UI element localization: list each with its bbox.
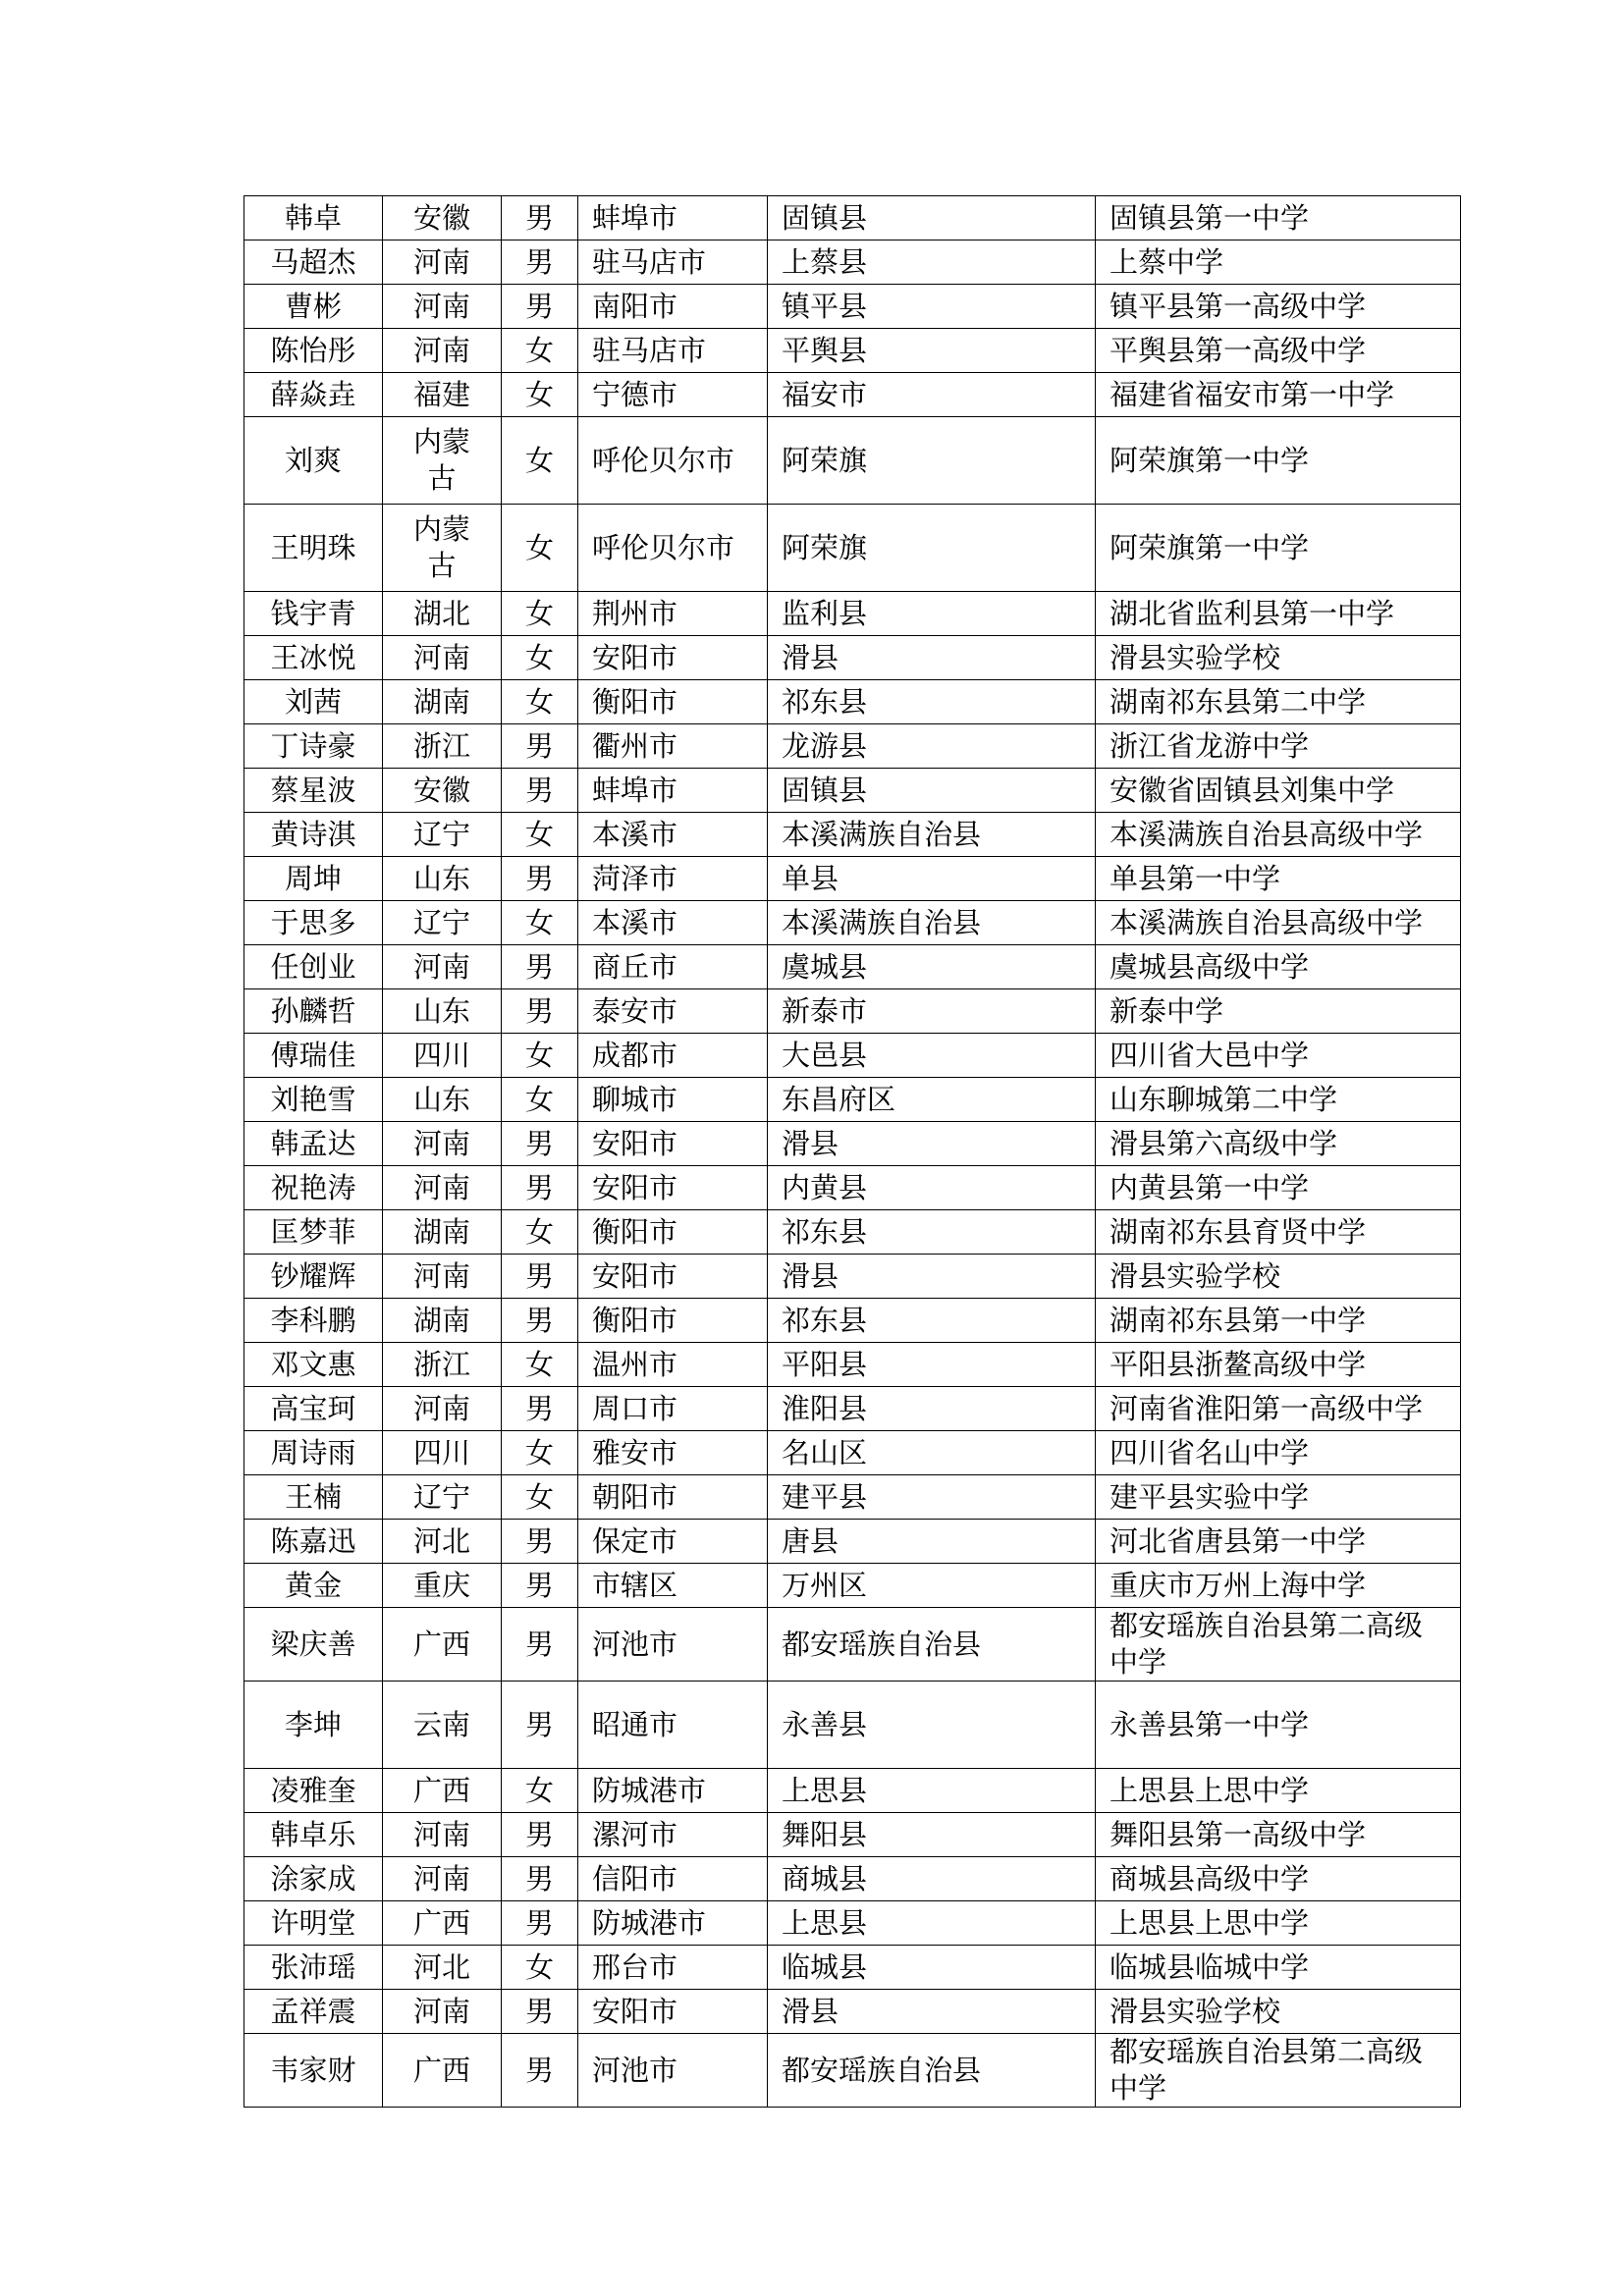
table-row	[244, 592, 1461, 636]
school-cell: 河南省淮阳第一高级中学	[1096, 1387, 1461, 1431]
city-cell: 聊城市	[578, 1078, 768, 1122]
student-name-cell: 陈嘉迅	[244, 1520, 383, 1564]
student-name-cell: 刘爽	[244, 417, 383, 505]
gender-cell: 女	[502, 329, 578, 373]
county-cell: 都安瑶族自治县	[768, 2034, 1096, 2108]
city-cell: 衡阳市	[578, 680, 768, 724]
gender-cell: 女	[502, 1431, 578, 1475]
student-name-cell: 韩卓乐	[244, 1813, 383, 1857]
table-row	[244, 1078, 1461, 1122]
county-cell: 大邑县	[768, 1034, 1096, 1078]
county-cell: 祁东县	[768, 1299, 1096, 1343]
table-row	[244, 813, 1461, 857]
province-cell: 内蒙古	[383, 505, 502, 592]
table-row	[244, 2034, 1461, 2108]
province-cell: 湖南	[383, 1210, 502, 1255]
province-cell: 河南	[383, 1255, 502, 1299]
city-cell: 安阳市	[578, 1166, 768, 1210]
city-cell: 成都市	[578, 1034, 768, 1078]
table-row	[244, 1990, 1461, 2034]
city-cell: 温州市	[578, 1343, 768, 1387]
student-name-cell: 梁庆善	[244, 1608, 383, 1682]
city-cell: 蚌埠市	[578, 196, 768, 240]
school-cell: 滑县第六高级中学	[1096, 1122, 1461, 1166]
province-cell: 辽宁	[383, 813, 502, 857]
student-name-cell: 黄诗淇	[244, 813, 383, 857]
student-name-cell: 丁诗豪	[244, 724, 383, 769]
province-cell: 云南	[383, 1682, 502, 1769]
county-cell: 阿荣旗	[768, 505, 1096, 592]
county-cell: 福安市	[768, 373, 1096, 417]
table-row	[244, 1299, 1461, 1343]
school-cell: 平阳县浙鳌高级中学	[1096, 1343, 1461, 1387]
county-cell: 平阳县	[768, 1343, 1096, 1387]
gender-cell: 女	[502, 373, 578, 417]
county-cell: 阿荣旗	[768, 417, 1096, 505]
table-row	[244, 989, 1461, 1034]
student-name-cell: 周诗雨	[244, 1431, 383, 1475]
province-cell: 广西	[383, 1901, 502, 1946]
table-row	[244, 505, 1461, 592]
city-cell: 菏泽市	[578, 857, 768, 901]
table-row	[244, 901, 1461, 945]
province-cell: 山东	[383, 1078, 502, 1122]
school-cell: 舞阳县第一高级中学	[1096, 1813, 1461, 1857]
county-cell: 龙游县	[768, 724, 1096, 769]
province-cell: 河南	[383, 1813, 502, 1857]
county-cell: 万州区	[768, 1564, 1096, 1608]
school-cell: 本溪满族自治县高级中学	[1096, 901, 1461, 945]
gender-cell: 男	[502, 989, 578, 1034]
school-cell: 虞城县高级中学	[1096, 945, 1461, 989]
school-cell: 内黄县第一中学	[1096, 1166, 1461, 1210]
student-name-cell: 钱宇青	[244, 592, 383, 636]
province-cell: 浙江	[383, 1343, 502, 1387]
school-cell: 湖南祁东县第一中学	[1096, 1299, 1461, 1343]
gender-cell: 男	[502, 769, 578, 813]
gender-cell: 男	[502, 1166, 578, 1210]
table-row	[244, 240, 1461, 285]
city-cell: 朝阳市	[578, 1475, 768, 1520]
province-cell: 辽宁	[383, 1475, 502, 1520]
city-cell: 荆州市	[578, 592, 768, 636]
student-name-cell: 周坤	[244, 857, 383, 901]
school-cell: 固镇县第一中学	[1096, 196, 1461, 240]
county-cell: 永善县	[768, 1682, 1096, 1769]
city-cell: 呼伦贝尔市	[578, 417, 768, 505]
student-name-cell: 邓文惠	[244, 1343, 383, 1387]
province-cell: 广西	[383, 2034, 502, 2108]
school-cell: 湖北省监利县第一中学	[1096, 592, 1461, 636]
table-row	[244, 1166, 1461, 1210]
city-cell: 衡阳市	[578, 1299, 768, 1343]
student-name-cell: 任创业	[244, 945, 383, 989]
table-row	[244, 1946, 1461, 1990]
student-name-cell: 于思多	[244, 901, 383, 945]
county-cell: 镇平县	[768, 285, 1096, 329]
city-cell: 呼伦贝尔市	[578, 505, 768, 592]
city-cell: 安阳市	[578, 1990, 768, 2034]
county-cell: 新泰市	[768, 989, 1096, 1034]
county-cell: 滑县	[768, 636, 1096, 680]
city-cell: 安阳市	[578, 1122, 768, 1166]
roster-body	[244, 196, 1461, 2108]
gender-cell: 男	[502, 1255, 578, 1299]
gender-cell: 男	[502, 1608, 578, 1682]
student-name-cell: 许明堂	[244, 1901, 383, 1946]
county-cell: 淮阳县	[768, 1387, 1096, 1431]
province-cell: 湖南	[383, 680, 502, 724]
province-cell: 河南	[383, 1387, 502, 1431]
student-name-cell: 马超杰	[244, 240, 383, 285]
school-cell: 单县第一中学	[1096, 857, 1461, 901]
school-cell: 上蔡中学	[1096, 240, 1461, 285]
student-name-cell: 蔡星波	[244, 769, 383, 813]
gender-cell: 女	[502, 901, 578, 945]
city-cell: 防城港市	[578, 1901, 768, 1946]
city-cell: 信阳市	[578, 1857, 768, 1901]
gender-cell: 女	[502, 417, 578, 505]
school-cell: 山东聊城第二中学	[1096, 1078, 1461, 1122]
city-cell: 商丘市	[578, 945, 768, 989]
province-cell: 河南	[383, 1122, 502, 1166]
gender-cell: 男	[502, 945, 578, 989]
table-row	[244, 329, 1461, 373]
gender-cell: 男	[502, 196, 578, 240]
school-cell: 滑县实验学校	[1096, 636, 1461, 680]
city-cell: 蚌埠市	[578, 769, 768, 813]
school-cell: 安徽省固镇县刘集中学	[1096, 769, 1461, 813]
province-cell: 安徽	[383, 196, 502, 240]
school-cell: 湖南祁东县第二中学	[1096, 680, 1461, 724]
student-name-cell: 黄金	[244, 1564, 383, 1608]
city-cell: 驻马店市	[578, 329, 768, 373]
city-cell: 河池市	[578, 1608, 768, 1682]
gender-cell: 女	[502, 1210, 578, 1255]
table-row	[244, 1857, 1461, 1901]
county-cell: 都安瑶族自治县	[768, 1608, 1096, 1682]
province-cell: 浙江	[383, 724, 502, 769]
province-cell: 河北	[383, 1520, 502, 1564]
province-cell: 河南	[383, 240, 502, 285]
student-roster-table	[244, 195, 1461, 2108]
gender-cell: 女	[502, 1946, 578, 1990]
school-cell: 福建省福安市第一中学	[1096, 373, 1461, 417]
city-cell: 漯河市	[578, 1813, 768, 1857]
gender-cell: 男	[502, 1901, 578, 1946]
table-row	[244, 373, 1461, 417]
county-cell: 祁东县	[768, 1210, 1096, 1255]
gender-cell: 男	[502, 2034, 578, 2108]
student-name-cell: 薛焱垚	[244, 373, 383, 417]
gender-cell: 女	[502, 636, 578, 680]
student-name-cell: 王冰悦	[244, 636, 383, 680]
school-cell: 都安瑶族自治县第二高级中学	[1096, 1608, 1461, 1682]
school-cell: 都安瑶族自治县第二高级中学	[1096, 2034, 1461, 2108]
province-cell: 重庆	[383, 1564, 502, 1608]
province-cell: 河北	[383, 1946, 502, 1990]
city-cell: 安阳市	[578, 636, 768, 680]
province-cell: 湖南	[383, 1299, 502, 1343]
student-name-cell: 刘茜	[244, 680, 383, 724]
gender-cell: 女	[502, 1769, 578, 1813]
county-cell: 商城县	[768, 1857, 1096, 1901]
county-cell: 滑县	[768, 1255, 1096, 1299]
city-cell: 南阳市	[578, 285, 768, 329]
student-name-cell: 钞耀辉	[244, 1255, 383, 1299]
gender-cell: 男	[502, 285, 578, 329]
table-row	[244, 1813, 1461, 1857]
city-cell: 市辖区	[578, 1564, 768, 1608]
student-name-cell: 匡梦菲	[244, 1210, 383, 1255]
table-row	[244, 945, 1461, 989]
student-name-cell: 涂家成	[244, 1857, 383, 1901]
city-cell: 本溪市	[578, 901, 768, 945]
gender-cell: 女	[502, 680, 578, 724]
province-cell: 河南	[383, 329, 502, 373]
gender-cell: 男	[502, 1299, 578, 1343]
gender-cell: 女	[502, 1034, 578, 1078]
county-cell: 祁东县	[768, 680, 1096, 724]
student-name-cell: 刘艳雪	[244, 1078, 383, 1122]
province-cell: 湖北	[383, 592, 502, 636]
city-cell: 泰安市	[578, 989, 768, 1034]
school-cell: 商城县高级中学	[1096, 1857, 1461, 1901]
gender-cell: 男	[502, 1520, 578, 1564]
table-row	[244, 680, 1461, 724]
school-cell: 河北省唐县第一中学	[1096, 1520, 1461, 1564]
gender-cell: 女	[502, 505, 578, 592]
province-cell: 四川	[383, 1431, 502, 1475]
province-cell: 内蒙古	[383, 417, 502, 505]
student-name-cell: 李坤	[244, 1682, 383, 1769]
county-cell: 内黄县	[768, 1166, 1096, 1210]
school-cell: 建平县实验中学	[1096, 1475, 1461, 1520]
gender-cell: 男	[502, 1387, 578, 1431]
gender-cell: 女	[502, 1475, 578, 1520]
table-row	[244, 285, 1461, 329]
school-cell: 四川省名山中学	[1096, 1431, 1461, 1475]
table-row	[244, 1564, 1461, 1608]
student-name-cell: 张沛瑶	[244, 1946, 383, 1990]
table-row	[244, 1255, 1461, 1299]
province-cell: 河南	[383, 636, 502, 680]
province-cell: 广西	[383, 1769, 502, 1813]
province-cell: 广西	[383, 1608, 502, 1682]
city-cell: 本溪市	[578, 813, 768, 857]
county-cell: 滑县	[768, 1990, 1096, 2034]
school-cell: 湖南祁东县育贤中学	[1096, 1210, 1461, 1255]
table-row	[244, 636, 1461, 680]
table-row	[244, 857, 1461, 901]
school-cell: 上思县上思中学	[1096, 1769, 1461, 1813]
county-cell: 上思县	[768, 1769, 1096, 1813]
school-cell: 本溪满族自治县高级中学	[1096, 813, 1461, 857]
table-row	[244, 1210, 1461, 1255]
province-cell: 河南	[383, 945, 502, 989]
school-cell: 永善县第一中学	[1096, 1682, 1461, 1769]
county-cell: 本溪满族自治县	[768, 901, 1096, 945]
student-name-cell: 王明珠	[244, 505, 383, 592]
student-name-cell: 王楠	[244, 1475, 383, 1520]
student-name-cell: 高宝珂	[244, 1387, 383, 1431]
province-cell: 河南	[383, 1990, 502, 2034]
school-cell: 上思县上思中学	[1096, 1901, 1461, 1946]
county-cell: 名山区	[768, 1431, 1096, 1475]
county-cell: 东昌府区	[768, 1078, 1096, 1122]
table-row	[244, 1431, 1461, 1475]
school-cell: 四川省大邑中学	[1096, 1034, 1461, 1078]
county-cell: 上思县	[768, 1901, 1096, 1946]
county-cell: 滑县	[768, 1122, 1096, 1166]
county-cell: 监利县	[768, 592, 1096, 636]
school-cell: 镇平县第一高级中学	[1096, 285, 1461, 329]
city-cell: 防城港市	[578, 1769, 768, 1813]
table-row	[244, 1520, 1461, 1564]
province-cell: 河南	[383, 1857, 502, 1901]
table-row	[244, 1034, 1461, 1078]
county-cell: 单县	[768, 857, 1096, 901]
table-row	[244, 1608, 1461, 1682]
table-row	[244, 1122, 1461, 1166]
gender-cell: 男	[502, 724, 578, 769]
school-cell: 滑县实验学校	[1096, 1990, 1461, 2034]
province-cell: 福建	[383, 373, 502, 417]
county-cell: 建平县	[768, 1475, 1096, 1520]
city-cell: 宁德市	[578, 373, 768, 417]
student-name-cell: 曹彬	[244, 285, 383, 329]
table-row	[244, 1769, 1461, 1813]
city-cell: 驻马店市	[578, 240, 768, 285]
county-cell: 唐县	[768, 1520, 1096, 1564]
gender-cell: 男	[502, 1122, 578, 1166]
county-cell: 固镇县	[768, 769, 1096, 813]
table-row	[244, 724, 1461, 769]
gender-cell: 男	[502, 1682, 578, 1769]
gender-cell: 男	[502, 1990, 578, 2034]
school-cell: 阿荣旗第一中学	[1096, 505, 1461, 592]
school-cell: 重庆市万州上海中学	[1096, 1564, 1461, 1608]
gender-cell: 男	[502, 1564, 578, 1608]
table-row	[244, 769, 1461, 813]
gender-cell: 男	[502, 240, 578, 285]
gender-cell: 女	[502, 1343, 578, 1387]
table-row	[244, 1343, 1461, 1387]
gender-cell: 男	[502, 1857, 578, 1901]
student-name-cell: 傅瑞佳	[244, 1034, 383, 1078]
city-cell: 周口市	[578, 1387, 768, 1431]
school-cell: 平舆县第一高级中学	[1096, 329, 1461, 373]
table-row	[244, 1682, 1461, 1769]
school-cell: 阿荣旗第一中学	[1096, 417, 1461, 505]
city-cell: 昭通市	[578, 1682, 768, 1769]
province-cell: 河南	[383, 285, 502, 329]
gender-cell: 男	[502, 1813, 578, 1857]
province-cell: 辽宁	[383, 901, 502, 945]
school-cell: 新泰中学	[1096, 989, 1461, 1034]
province-cell: 四川	[383, 1034, 502, 1078]
gender-cell: 男	[502, 857, 578, 901]
county-cell: 舞阳县	[768, 1813, 1096, 1857]
table-row	[244, 1901, 1461, 1946]
gender-cell: 女	[502, 592, 578, 636]
county-cell: 平舆县	[768, 329, 1096, 373]
table-row	[244, 1475, 1461, 1520]
county-cell: 临城县	[768, 1946, 1096, 1990]
school-cell: 滑县实验学校	[1096, 1255, 1461, 1299]
student-name-cell: 陈怡彤	[244, 329, 383, 373]
city-cell: 安阳市	[578, 1255, 768, 1299]
city-cell: 河池市	[578, 2034, 768, 2108]
table-row	[244, 196, 1461, 240]
gender-cell: 女	[502, 1078, 578, 1122]
gender-cell: 女	[502, 813, 578, 857]
county-cell: 固镇县	[768, 196, 1096, 240]
city-cell: 衡阳市	[578, 1210, 768, 1255]
province-cell: 安徽	[383, 769, 502, 813]
table-row	[244, 417, 1461, 505]
city-cell: 保定市	[578, 1520, 768, 1564]
student-name-cell: 李科鹏	[244, 1299, 383, 1343]
student-name-cell: 祝艳涛	[244, 1166, 383, 1210]
province-cell: 河南	[383, 1166, 502, 1210]
table-row	[244, 1387, 1461, 1431]
school-cell: 浙江省龙游中学	[1096, 724, 1461, 769]
student-name-cell: 韦家财	[244, 2034, 383, 2108]
province-cell: 山东	[383, 857, 502, 901]
student-name-cell: 孙麟哲	[244, 989, 383, 1034]
student-name-cell: 韩孟达	[244, 1122, 383, 1166]
city-cell: 衢州市	[578, 724, 768, 769]
city-cell: 雅安市	[578, 1431, 768, 1475]
student-name-cell: 凌雅奎	[244, 1769, 383, 1813]
student-name-cell: 孟祥震	[244, 1990, 383, 2034]
county-cell: 虞城县	[768, 945, 1096, 989]
county-cell: 本溪满族自治县	[768, 813, 1096, 857]
county-cell: 上蔡县	[768, 240, 1096, 285]
school-cell: 临城县临城中学	[1096, 1946, 1461, 1990]
province-cell: 山东	[383, 989, 502, 1034]
student-name-cell: 韩卓	[244, 196, 383, 240]
city-cell: 邢台市	[578, 1946, 768, 1990]
